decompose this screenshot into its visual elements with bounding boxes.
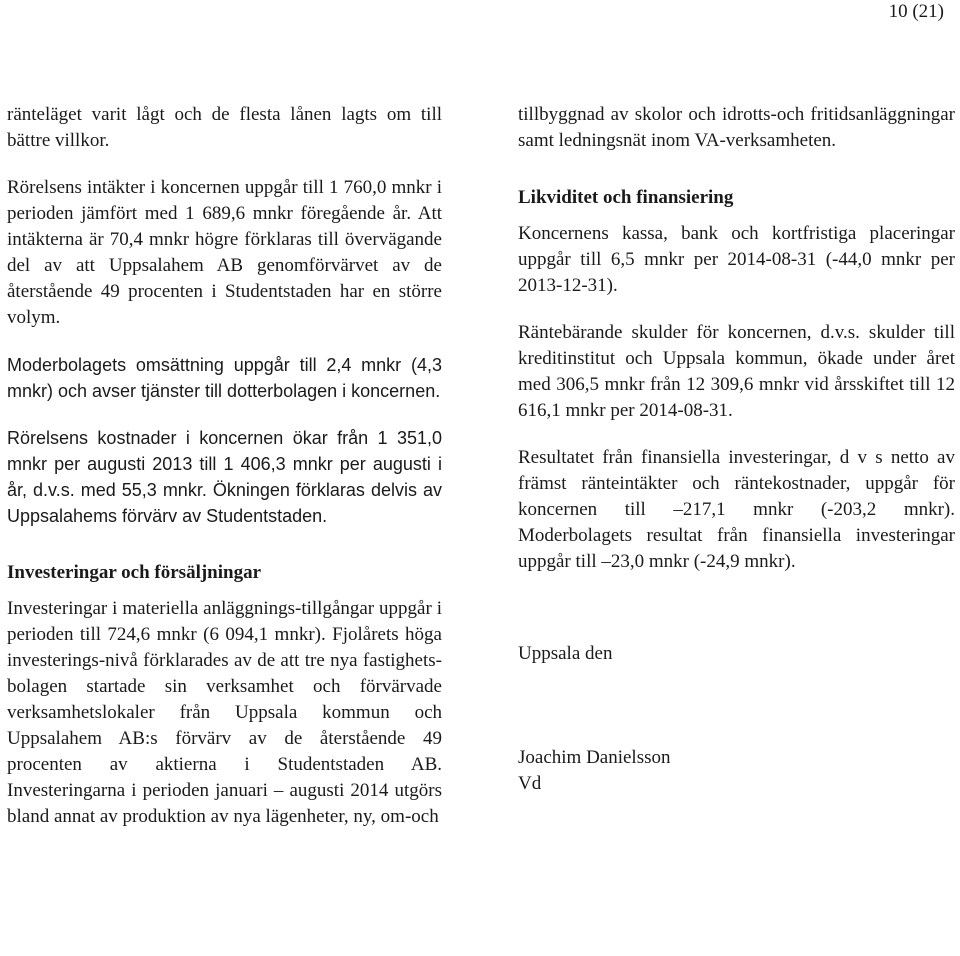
place-date-line: Uppsala den [518,643,613,664]
signature-block [518,641,955,797]
signer-title: Vd [518,773,542,794]
signer-name: Joachim Danielsson [518,747,671,768]
paragraph: ränteläget varit lågt och de flesta lånen lagts om till bättre villkor. [7,104,442,151]
right-column [518,102,955,797]
section-heading: Investeringar och försäljningar [7,562,262,583]
paragraph: Koncernens kassa, bank och kortfristiga placeringar uppgår till 6,5 mnkr per 2014-08-31 (-44,0 mnkr per 2013-12-31). [518,223,955,296]
paragraph: Resultatet från finansiella investeringar, d v s netto av främst ränteintäkter och räntekostnader, uppgår för koncernen till –217,1 mnkr (-203,2 mnkr). Moderbolagets resultat från finansiella investeringar uppgår till –23,0 mnkr (-24,9 mnkr). [518,447,955,572]
paragraph: Räntebärande skulder för koncernen, d.v.s. skulder till kreditinstitut och Uppsala kommun, ökade under året med 306,5 mnkr från 12 309,6 mnkr vid årsskiftet till 12 616,1 mnkr per 2014-08-31. [518,322,955,421]
paragraph: Moderbolagets omsättning uppgår till 2,4 mnkr (4,3 mnkr) och avser tjänster till dotterbolagen i koncernen. [7,355,442,401]
left-column [7,102,442,851]
paragraph: Rörelsens kostnader i koncernen ökar från 1 351,0 mnkr per augusti 2013 till 1 406,3 mnkr per augusti i år, d.v.s. med 55,3 mnkr. Ökningen förklaras delvis av Uppsalahems förvärv av Studentstaden. [7,428,442,526]
paragraph: Investeringar i materiella anläggnings-tillgångar uppgår i perioden till 724,6 mnkr (6 094,1 mnkr). Fjolårets höga investerings-nivå förklarades av de att tre nya fastighets-bolagen startade sin verksamhet och förvärvade verksamhetslokaler från Uppsala kommun och Uppsalahem AB:s förvärv av de återstående 49 procenten av aktierna i Studentstaden AB. Investeringarna i perioden januari – augusti 2014 utgörs bland annat av produktion av nya lägenheter, ny, om-och [7,598,442,827]
page-number: 10 (21) [888,1,944,22]
paragraph: tillbyggnad av skolor och idrotts-och fritidsanläggningar samt ledningsnät inom VA-verksamheten. [518,104,955,151]
section-heading: Likviditet och finansiering [518,187,734,208]
paragraph: Rörelsens intäkter i koncernen uppgår till 1 760,0 mnkr i perioden jämfört med 1 689,6 mnkr föregående år. Att intäkterna är 70,4 mnkr högre förklaras till övervägande del av att Uppsalahem AB genomförvärvet av de återstående 49 procenten i Studentstaden har en större volym. [7,177,442,328]
